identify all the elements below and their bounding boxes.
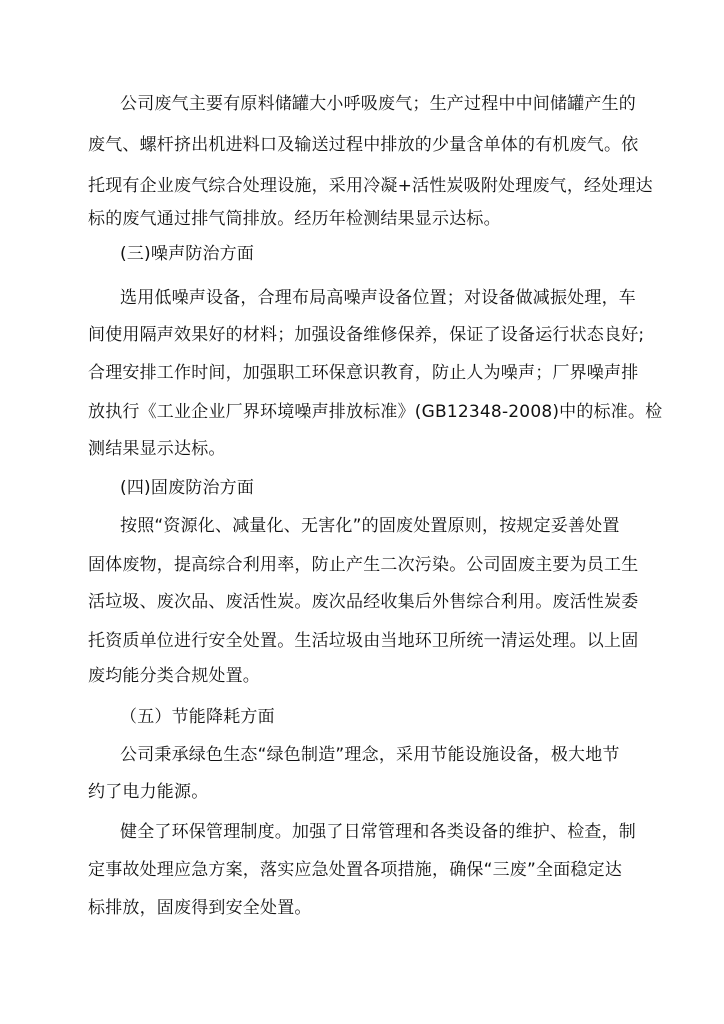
text-line: 定事故处理应急方案，落实应急处置各项措施，确保“三废”全面稳定达 [88,860,623,880]
text-line: 废均能分类合规处置。 [88,666,260,686]
text-line: 合理安排工作时间，加强职工环保意识教育，防止人为噪声；厂界噪声排 [88,363,639,383]
text-line: 托资质单位进行安全处置。生活垃圾由当地环卫所统一清运处理。以上固 [88,631,639,651]
text-line: 托现有企业废气综合处理设施，采用冷凝+活性炭吸附处理废气，经处理达 [88,176,653,196]
text-line: 健全了环保管理制度。加强了日常管理和各类设备的维护、检查，制 [120,822,636,842]
text-line: 放执行《工业企业厂界环境噪声排放标准》(GB12348-2008)中的标准。检 [88,402,663,422]
text-line: 固体废物，提高综合利用率，防止产生二次污染。公司固废主要为员工生 [88,555,639,575]
section-heading-solid-waste: (四)固废防治方面 [120,478,255,498]
text-line: 选用低噪声设备，合理布局高噪声设备位置；对设备做减振处理，车 [120,288,636,308]
text-line: 标的废气通过排气筒排放。经历年检测结果显示达标。 [88,209,501,229]
text-line: 活垃圾、废次品、废活性炭。废次品经收集后外售综合利用。废活性炭委 [88,592,639,612]
text-line: 公司废气主要有原料储罐大小呼吸废气；生产过程中中间储罐产生的 [120,94,636,114]
text-line: 测结果显示达标。 [88,439,226,459]
text-line: 间使用隔声效果好的材料；加强设备维修保养，保证了设备运行状态良好; [88,325,645,345]
text-line: 按照“资源化、减量化、无害化”的固废处置原则，按规定妥善处置 [120,516,620,536]
text-line: 约了电力能源。 [88,782,209,802]
section-heading-noise: (三)噪声防治方面 [120,244,255,264]
text-line: 废气、螺杆挤出机进料口及输送过程中排放的少量含单体的有机废气。依 [88,135,639,155]
section-heading-energy: （五）节能降耗方面 [120,707,275,727]
text-line: 标排放，固废得到安全处置。 [88,898,312,918]
text-line: 公司秉承绿色生态“绿色制造”理念，采用节能设施设备，极大地节 [120,745,620,765]
